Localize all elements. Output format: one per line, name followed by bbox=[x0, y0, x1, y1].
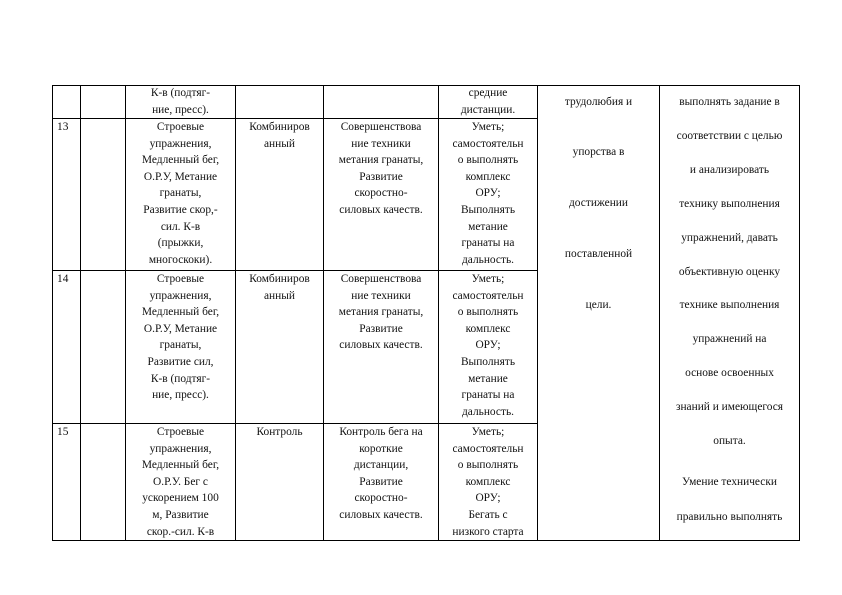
table-border-right bbox=[799, 85, 800, 541]
row-14-tasks-cell: Совершенствова ние техники метания гранаты, Развитие силовых качеств. bbox=[338, 273, 424, 352]
table-border-bottom bbox=[52, 540, 800, 541]
meta-result-line: объективную оценку bbox=[678, 266, 781, 278]
row-13-tasks-cell: Совершенствова ние техники метания гранаты, Развитие скоростно- силовых качеств. bbox=[338, 121, 424, 216]
row-14-lesson-type-cell: Комбиниров анный bbox=[249, 273, 310, 302]
row-13-result-cell: Уметь; самостоятельн о выполнять комплекс ОРУ; Выполнять метание гранаты на дальность. bbox=[452, 121, 524, 266]
meta-result-line: и анализировать bbox=[689, 164, 770, 176]
meta-result-line: технику выполнения bbox=[679, 198, 780, 210]
meta-result-line: знаний и имеющегося bbox=[675, 401, 784, 413]
meta-result-line: правильно выполнять bbox=[676, 511, 783, 523]
row-13-content-cell: Строевые упражнения, Медленный бег, О.Р.У, Метание гранаты, Развитие скор,- сил. К-в (прыжки, многоскоки). bbox=[141, 121, 220, 266]
meta-result-line: выполнять задание в bbox=[679, 96, 780, 108]
row-13-lesson-type-cell: Комбиниров анный bbox=[249, 121, 310, 150]
row-15-tasks-cell: Контроль бега на короткие дистанции, Развитие скоростно- силовых качеств. bbox=[339, 426, 423, 521]
row-14-number: 14 bbox=[57, 273, 69, 285]
top-row-content-cell: К-в (подтяг- ние, пресс). bbox=[150, 87, 211, 116]
meta-result-line: соответствии с целью bbox=[676, 130, 783, 142]
personal-result-line: цели. bbox=[585, 299, 612, 311]
meta-result-line: упражнений на bbox=[692, 333, 767, 345]
meta-result-line: опыта. bbox=[713, 435, 746, 447]
table-col-divider bbox=[659, 85, 660, 541]
personal-result-line: упорства в bbox=[572, 146, 625, 158]
meta-result-line: упражнений, давать bbox=[681, 232, 778, 244]
row-15-lesson-type-cell: Контроль bbox=[256, 426, 303, 438]
row-15-content-cell: Строевые упражнения, Медленный бег, О.Р.У. Бег с ускорением 100 м, Развитие скор.-сил. К-в bbox=[141, 426, 220, 538]
personal-result-line: трудолюбия и bbox=[564, 96, 633, 108]
row-14-content-cell: Строевые упражнения, Медленный бег, О.Р.У, Метание гранаты, Развитие сил, К-в (подтяг- ние, пресс). bbox=[141, 273, 220, 402]
personal-result-line: поставленной bbox=[564, 248, 633, 260]
row-15-number: 15 bbox=[57, 426, 69, 438]
personal-result-line: достижении bbox=[569, 197, 628, 209]
meta-result-line: Умение технически bbox=[682, 476, 777, 488]
row-14-result-cell: Уметь; самостоятельн о выполнять комплекс ОРУ; Выполнять метание гранаты на дальность. bbox=[452, 273, 524, 418]
row-15-result-cell: Уметь; самостоятельн о выполнять комплекс ОРУ; Бегать с низкого старта bbox=[452, 426, 524, 538]
table-col-divider bbox=[80, 85, 81, 541]
row-13-number: 13 bbox=[57, 121, 69, 133]
meta-result-line: основе освоенных bbox=[685, 367, 774, 379]
top-row-result-cell: средние дистанции. bbox=[460, 87, 516, 116]
meta-result-line: технике выполнения bbox=[679, 299, 780, 311]
